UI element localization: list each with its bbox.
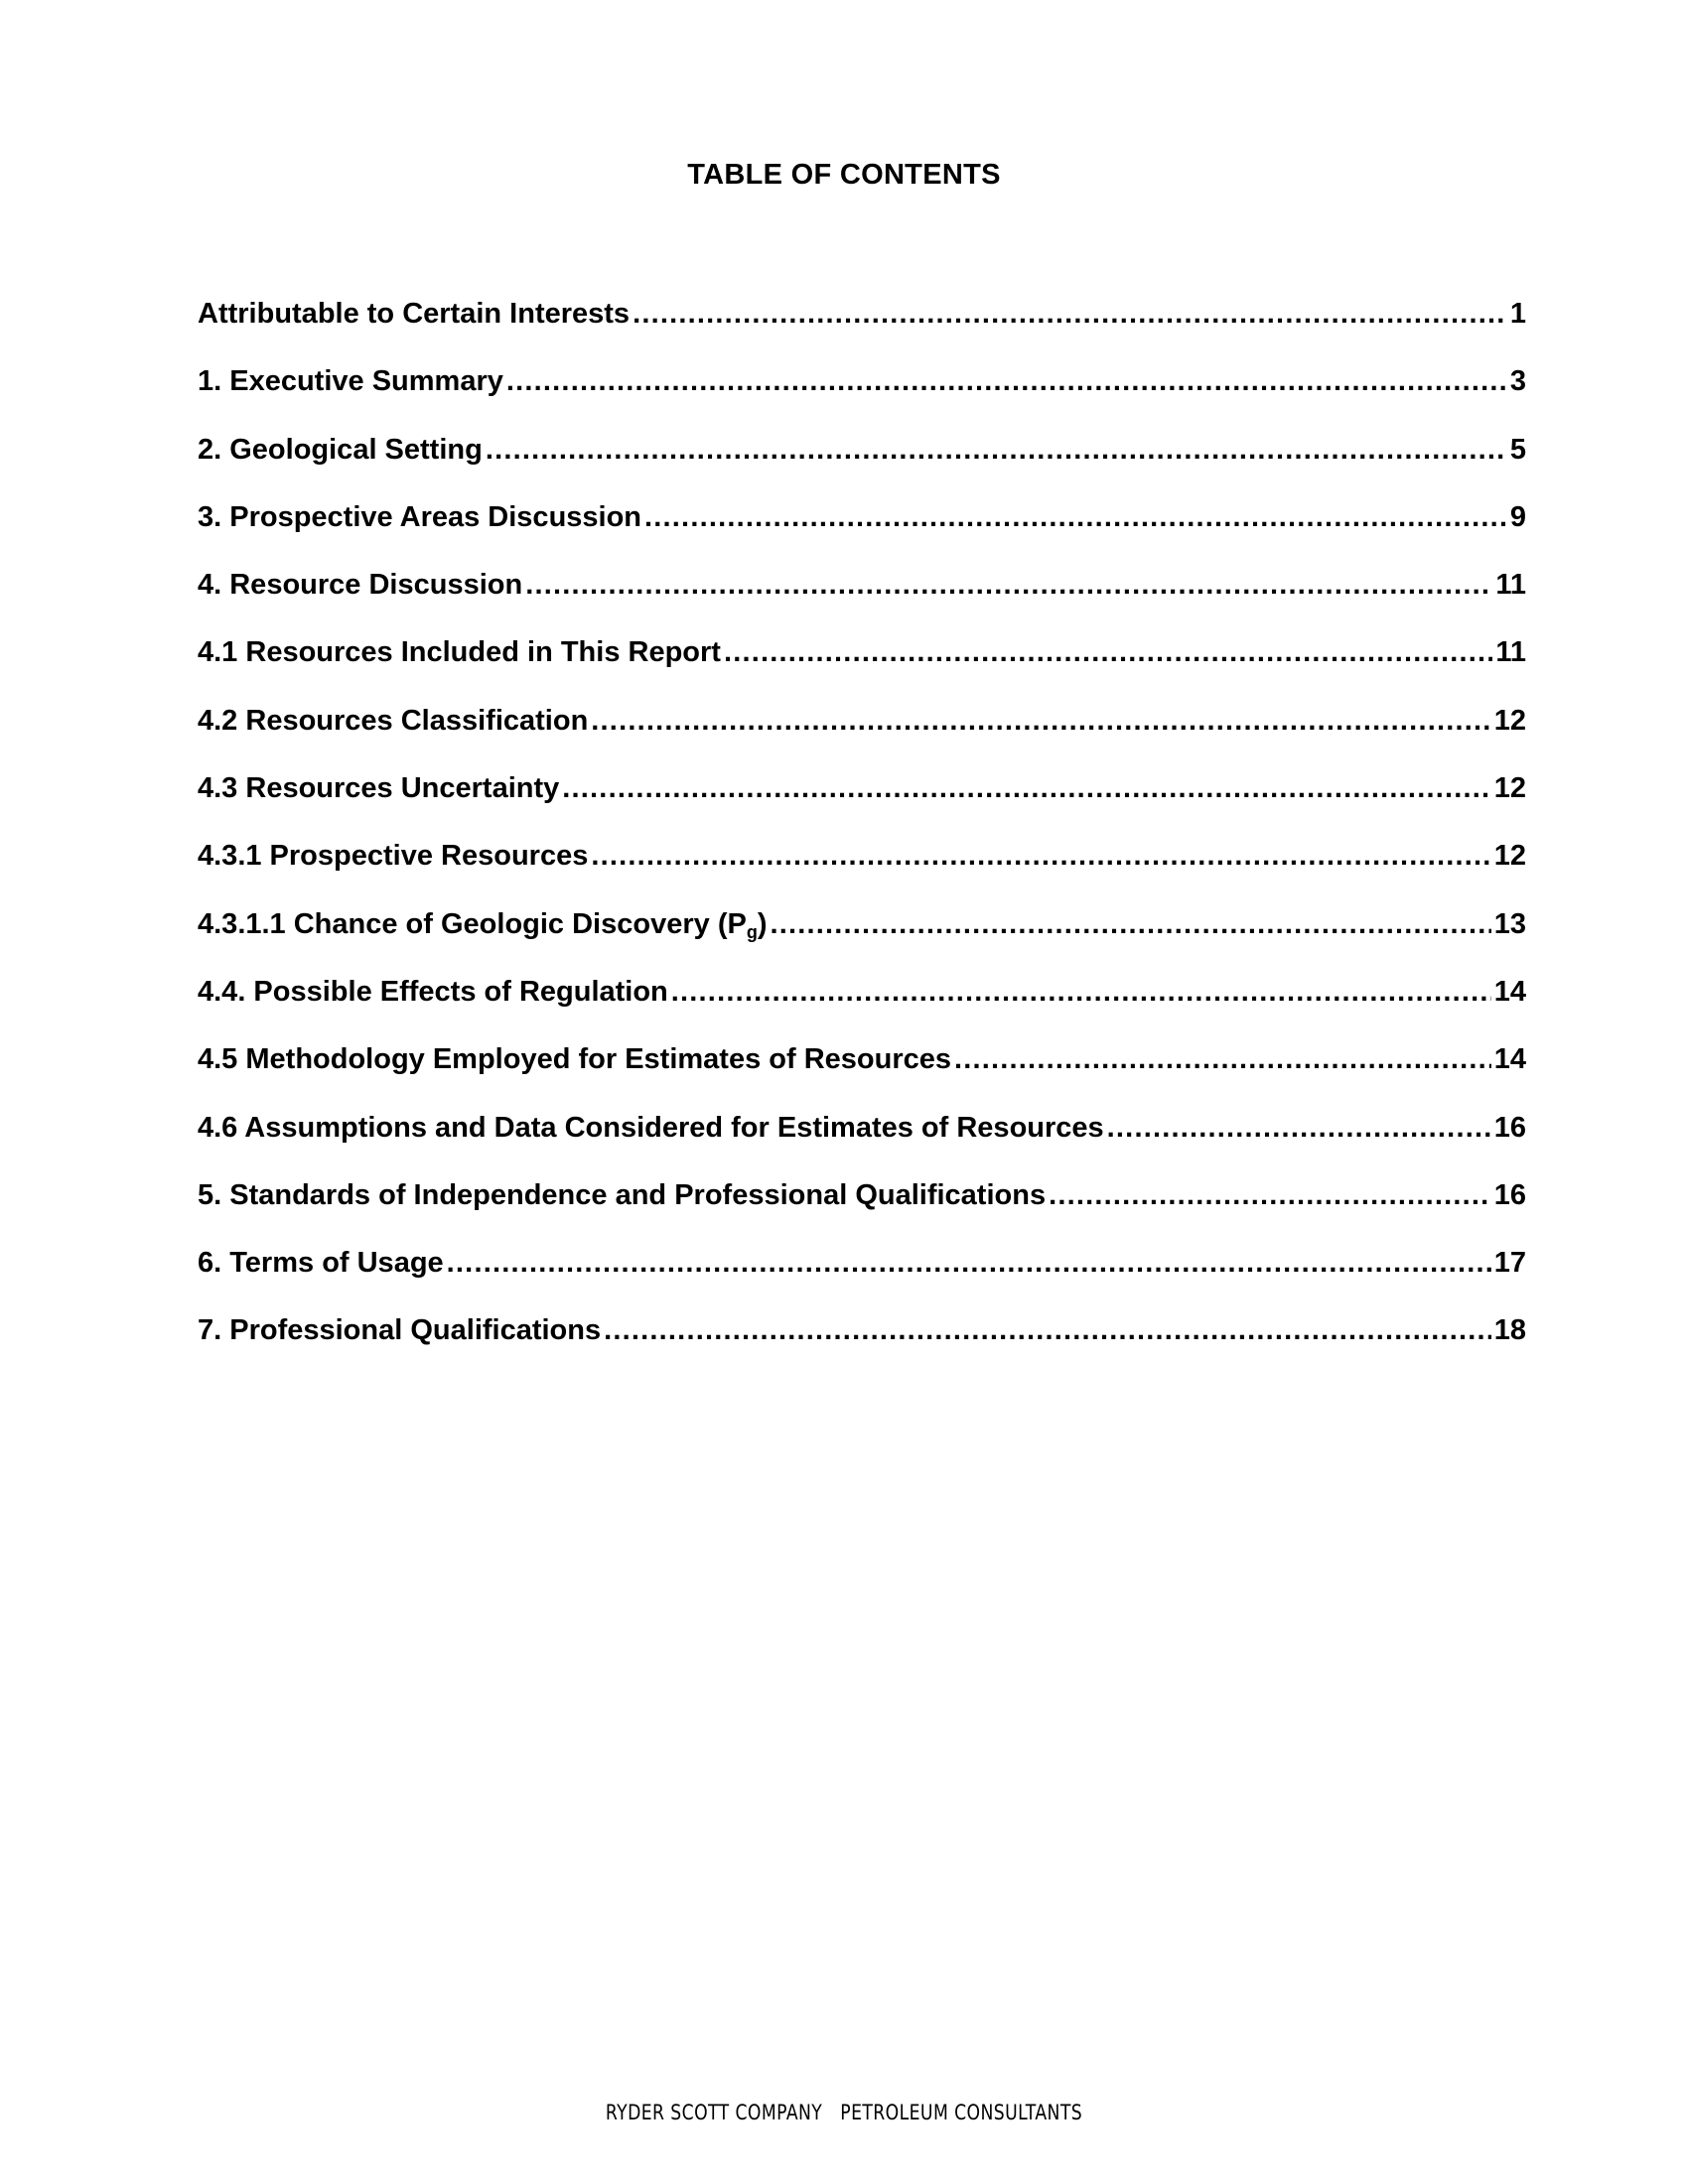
- toc-entry-page: 11: [1495, 636, 1526, 669]
- toc-dot-leader: [591, 705, 1490, 738]
- toc-entry[interactable]: [198, 298, 1526, 365]
- toc-dot-leader: [644, 501, 1507, 534]
- toc-entry-label: 4.1 Resources Included in This Report: [198, 636, 721, 669]
- toc-dot-leader: [1049, 1179, 1491, 1212]
- toc-entry-page: 5: [1509, 433, 1526, 466]
- toc-entry[interactable]: [198, 434, 1526, 501]
- page-footer: [152, 2101, 1536, 2124]
- toc-entry-page: 3: [1509, 365, 1526, 398]
- toc-dot-leader: [525, 569, 1492, 602]
- toc-entry-label: 4.2 Resources Classification: [198, 704, 589, 737]
- toc-entry-label: 4.3.1 Prospective Resources: [198, 840, 589, 873]
- toc-entry-page: 1: [1509, 298, 1526, 330]
- toc-entry-label: 1. Executive Summary: [198, 365, 503, 398]
- toc-entry-label: 2. Geological Setting: [198, 433, 483, 466]
- toc-entry-page: 18: [1493, 1314, 1526, 1347]
- toc-entry[interactable]: [198, 1112, 1526, 1179]
- toc-entry[interactable]: [198, 908, 1526, 976]
- toc-entry[interactable]: [198, 772, 1526, 840]
- toc-entry[interactable]: [198, 1043, 1526, 1111]
- toc-entry[interactable]: [198, 1314, 1526, 1382]
- toc-entry-page: 13: [1493, 907, 1526, 940]
- toc-entry[interactable]: [198, 365, 1526, 433]
- toc-entry-label: [198, 908, 767, 941]
- toc-entry-label: 4.5 Methodology Employed for Estimates of Resources: [198, 1043, 951, 1076]
- toc-dot-leader: [604, 1314, 1491, 1347]
- toc-entry-page: 16: [1493, 1111, 1526, 1144]
- toc-dot-leader: [1107, 1112, 1491, 1145]
- table-of-contents: [198, 298, 1526, 1383]
- toc-entry-label-main: 4.3.1.1 Chance of Geologic Discovery (P: [198, 907, 747, 940]
- toc-entry[interactable]: [198, 636, 1526, 704]
- toc-entry-label: 6. Terms of Usage: [198, 1247, 444, 1280]
- toc-dot-leader: [447, 1247, 1491, 1280]
- toc-dot-leader: [954, 1043, 1491, 1076]
- toc-entry-page: 14: [1493, 1043, 1526, 1076]
- toc-entry-label-subscript: g: [746, 921, 758, 942]
- toc-dot-leader: [671, 976, 1491, 1009]
- toc-entry-label: Attributable to Certain Interests: [198, 298, 631, 330]
- toc-entry[interactable]: [198, 840, 1526, 907]
- toc-dot-leader: [506, 365, 1507, 398]
- toc-entry[interactable]: [198, 1179, 1526, 1247]
- toc-entry-page: 16: [1493, 1178, 1526, 1211]
- toc-entry[interactable]: [198, 569, 1526, 636]
- toc-entry-label-suffix: ): [757, 907, 768, 940]
- toc-dot-leader: [633, 298, 1507, 331]
- toc-entry-label: 4.3 Resources Uncertainty: [198, 772, 560, 805]
- toc-entry-page: 14: [1493, 975, 1526, 1008]
- toc-entry-label: 4.6 Assumptions and Data Considered for Estimates of Resources: [198, 1111, 1104, 1144]
- toc-entry-label: 7. Professional Qualifications: [198, 1314, 602, 1347]
- toc-entry-page: 9: [1509, 500, 1526, 533]
- toc-entry-page: 12: [1493, 772, 1526, 805]
- toc-dot-leader: [770, 908, 1490, 941]
- toc-entry[interactable]: [198, 501, 1526, 569]
- toc-entry-label: 5. Standards of Independence and Professional Qualifications: [198, 1178, 1047, 1211]
- toc-entry-page: 11: [1495, 569, 1526, 602]
- toc-entry-page: 12: [1493, 704, 1526, 737]
- toc-dot-leader: [591, 840, 1490, 873]
- footer-tagline: PETROLEUM CONSULTANTS: [840, 2101, 1083, 2124]
- toc-entry[interactable]: [198, 976, 1526, 1043]
- toc-dot-leader: [486, 434, 1507, 467]
- toc-dot-leader: [562, 772, 1490, 805]
- footer-company-name: RYDER SCOTT COMPANY: [605, 2101, 823, 2124]
- page-title: TABLE OF CONTENTS: [687, 159, 1001, 191]
- toc-entry-label: 3. Prospective Areas Discussion: [198, 500, 642, 533]
- toc-entry[interactable]: [198, 1247, 1526, 1314]
- toc-entry[interactable]: [198, 705, 1526, 772]
- toc-entry-label: 4. Resource Discussion: [198, 569, 523, 602]
- toc-entry-page: 17: [1493, 1247, 1526, 1280]
- toc-entry-label: 4.4. Possible Effects of Regulation: [198, 975, 668, 1008]
- toc-entry-page: 12: [1493, 840, 1526, 873]
- toc-dot-leader: [724, 636, 1492, 669]
